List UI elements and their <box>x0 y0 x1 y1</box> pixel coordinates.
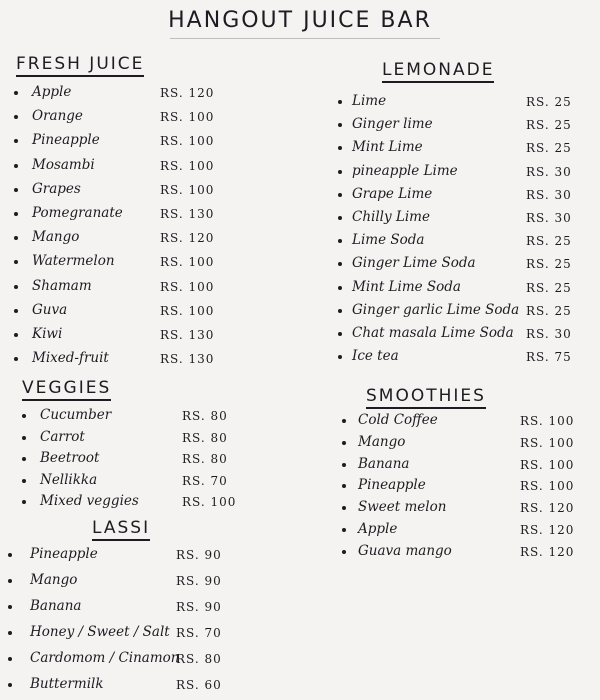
item-name: Ginger garlic Lime Soda <box>352 301 520 318</box>
item-price: RS. 80 <box>182 409 228 423</box>
item-price: RS. 100 <box>520 414 575 428</box>
menu-item <box>14 108 240 130</box>
item-name: Guava mango <box>358 542 452 559</box>
item-price: RS. 70 <box>182 473 228 488</box>
menu-item <box>14 326 240 348</box>
bullet-icon <box>8 657 12 661</box>
bullet-icon <box>338 262 342 266</box>
menu-item <box>342 456 600 478</box>
item-name: Carrot <box>40 428 85 445</box>
item-name: Shamam <box>32 277 92 294</box>
item-price: RS. 120 <box>160 231 215 246</box>
menu-item <box>342 499 600 521</box>
bullet-icon <box>342 419 346 423</box>
item-price: RS. 80 <box>182 430 228 445</box>
fresh-juice-section <box>16 54 144 77</box>
item-name: Banana <box>358 455 410 472</box>
item-price: RS. 60 <box>176 678 222 692</box>
item-price: RS. 75 <box>526 350 572 365</box>
menu-item <box>338 279 600 301</box>
item-name: Honey / Sweet / Salt <box>30 624 170 640</box>
item-name: Grapes <box>32 180 81 197</box>
bullet-icon <box>8 605 12 609</box>
bullet-icon <box>8 553 12 557</box>
bullet-icon <box>14 285 18 289</box>
menu-item <box>22 429 262 451</box>
item-price: RS. 90 <box>176 574 222 588</box>
bullet-icon <box>14 212 18 216</box>
menu-item <box>338 93 600 115</box>
menu-item <box>14 302 240 324</box>
smoothies-section <box>366 386 486 409</box>
item-name: Pineapple <box>32 132 100 149</box>
menu-item <box>342 543 600 565</box>
item-price: RS. 80 <box>182 452 228 466</box>
item-name: Ginger lime <box>352 116 433 133</box>
item-name: Mint Lime <box>352 139 423 156</box>
item-name: Mixed-fruit <box>32 350 109 367</box>
menu-item <box>22 472 262 494</box>
bullet-icon <box>338 170 342 174</box>
item-price: RS. 25 <box>526 257 572 272</box>
item-name: Chilly Lime <box>352 209 430 225</box>
bullet-icon <box>342 463 346 467</box>
item-name: Pineapple <box>30 546 98 562</box>
item-name: Mosambi <box>32 156 95 173</box>
item-price: RS. 130 <box>160 328 215 342</box>
item-price: RS. 90 <box>176 548 222 562</box>
item-name: Ginger Lime Soda <box>352 255 476 272</box>
item-price: RS. 100 <box>160 134 215 149</box>
title-divider <box>170 38 440 39</box>
item-name: pineapple Lime <box>352 162 458 179</box>
item-price: RS. 80 <box>176 652 222 666</box>
menu-item <box>338 348 600 370</box>
item-name: Mango <box>32 229 80 246</box>
section-heading: VEGGIES <box>22 378 111 401</box>
menu-item <box>14 253 240 275</box>
menu-item <box>14 278 240 300</box>
menu-item <box>14 229 240 251</box>
menu-item <box>8 650 256 672</box>
menu-item <box>22 450 262 472</box>
menu-item <box>14 181 240 203</box>
bullet-icon <box>338 332 342 336</box>
item-price: RS. 120 <box>520 523 575 537</box>
bullet-icon <box>14 357 18 361</box>
menu-item <box>338 186 600 208</box>
item-price: RS. 25 <box>526 95 572 109</box>
bullet-icon <box>342 506 346 510</box>
item-name: Apple <box>358 521 398 537</box>
menu-item <box>338 232 600 254</box>
menu-item <box>8 598 256 620</box>
item-name: Banana <box>30 598 82 614</box>
item-name: Watermelon <box>32 253 115 270</box>
item-name: Nellikka <box>40 471 98 488</box>
item-price: RS. 130 <box>160 352 215 367</box>
item-price: RS. 100 <box>160 255 215 270</box>
bullet-icon <box>22 436 26 440</box>
item-price: RS. 100 <box>160 182 215 197</box>
bullet-icon <box>8 579 12 583</box>
bullet-icon <box>338 239 342 243</box>
item-price: RS. 25 <box>526 280 572 295</box>
menu-item <box>338 116 600 138</box>
item-name: Mint Lime Soda <box>352 278 461 295</box>
menu-item <box>14 132 240 154</box>
bullet-icon <box>22 500 26 504</box>
veggies-section <box>22 378 111 401</box>
section-heading: SMOOTHIES <box>366 386 486 409</box>
item-price: RS. 25 <box>526 118 572 133</box>
item-price: RS. 120 <box>520 501 575 516</box>
bullet-icon <box>14 333 18 337</box>
menu-item <box>8 676 256 698</box>
item-price: RS. 100 <box>520 457 575 472</box>
item-name: Beetroot <box>40 450 100 466</box>
menu-item <box>338 325 600 347</box>
bullet-icon <box>14 260 18 264</box>
bullet-icon <box>342 484 346 488</box>
menu-item <box>338 163 600 185</box>
item-name: Orange <box>32 108 83 125</box>
menu-item <box>342 477 600 499</box>
item-price: RS. 100 <box>160 110 215 125</box>
menu-item <box>338 302 600 324</box>
item-name: Lime <box>352 93 387 109</box>
bullet-icon <box>338 146 342 150</box>
item-name: Pomegranate <box>32 205 123 221</box>
item-name: Pineapple <box>358 477 426 494</box>
item-name: Cardomom / Cinamon <box>30 650 180 666</box>
item-name: Ice tea <box>352 348 399 365</box>
item-name: Lime Soda <box>352 232 425 249</box>
bullet-icon <box>14 91 18 95</box>
item-price: RS. 100 <box>520 435 575 450</box>
item-price: RS. 25 <box>526 303 572 318</box>
bullet-icon <box>338 100 342 104</box>
item-price: RS. 30 <box>526 327 572 341</box>
menu-item <box>342 434 600 456</box>
bullet-icon <box>338 216 342 220</box>
bullet-icon <box>342 528 346 532</box>
menu-item <box>338 209 600 231</box>
menu-item <box>22 407 262 429</box>
bullet-icon <box>14 164 18 168</box>
menu-item <box>342 521 600 543</box>
bullet-icon <box>338 286 342 290</box>
bullet-icon <box>14 188 18 192</box>
item-price: RS. 120 <box>160 86 215 100</box>
item-name: Buttermilk <box>30 676 104 692</box>
bullet-icon <box>22 479 26 483</box>
bullet-icon <box>342 550 346 554</box>
item-price: RS. 130 <box>160 207 215 221</box>
item-price: RS. 100 <box>160 158 215 173</box>
section-heading: FRESH JUICE <box>16 54 144 77</box>
menu-item <box>8 572 256 594</box>
item-name: Sweet melon <box>358 499 447 516</box>
item-price: RS. 30 <box>526 211 572 225</box>
item-name: Guva <box>32 301 68 318</box>
item-price: RS. 30 <box>526 164 572 179</box>
bullet-icon <box>22 414 26 418</box>
menu-item <box>14 157 240 179</box>
menu-item <box>338 255 600 277</box>
item-price: RS. 25 <box>526 234 572 249</box>
item-name: Chat masala Lime Soda <box>352 325 514 341</box>
item-price: RS. 25 <box>526 141 572 156</box>
bullet-icon <box>22 457 26 461</box>
bullet-icon <box>338 193 342 197</box>
section-heading: LEMONADE <box>382 60 494 83</box>
bullet-icon <box>338 355 342 359</box>
item-price: RS. 100 <box>182 495 237 509</box>
menu-item <box>8 624 256 646</box>
item-price: RS. 100 <box>160 279 215 294</box>
item-name: Grape Lime <box>352 185 433 202</box>
menu-item <box>8 546 256 568</box>
section-heading: LASSI <box>92 518 150 541</box>
item-price: RS. 120 <box>520 544 575 559</box>
item-name: Mango <box>30 572 78 588</box>
lassi-section <box>92 518 150 541</box>
item-name: Mango <box>358 433 406 450</box>
menu-item <box>14 205 240 227</box>
item-name: Cold Coffee <box>358 412 438 428</box>
bullet-icon <box>14 236 18 240</box>
bullet-icon <box>14 139 18 143</box>
menu-item <box>22 493 262 515</box>
item-price: RS. 100 <box>520 479 575 494</box>
bullet-icon <box>14 115 18 119</box>
menu-item <box>342 412 600 434</box>
bullet-icon <box>14 309 18 313</box>
menu-title: HANGOUT JUICE BAR <box>168 8 432 33</box>
bullet-icon <box>8 631 12 635</box>
bullet-icon <box>342 441 346 445</box>
item-name: Apple <box>32 84 72 100</box>
item-price: RS. 90 <box>176 600 222 614</box>
bullet-icon <box>338 309 342 313</box>
lemonade-section <box>382 60 494 83</box>
item-name: Cucumber <box>40 407 112 423</box>
item-price: RS. 70 <box>176 626 222 640</box>
menu-item <box>14 350 240 372</box>
menu-item <box>338 139 600 161</box>
item-name: Mixed veggies <box>40 493 139 509</box>
item-price: RS. 30 <box>526 187 572 202</box>
bullet-icon <box>8 683 12 687</box>
menu-item <box>14 84 240 106</box>
item-price: RS. 100 <box>160 303 215 318</box>
item-name: Kiwi <box>32 326 63 342</box>
bullet-icon <box>338 123 342 127</box>
